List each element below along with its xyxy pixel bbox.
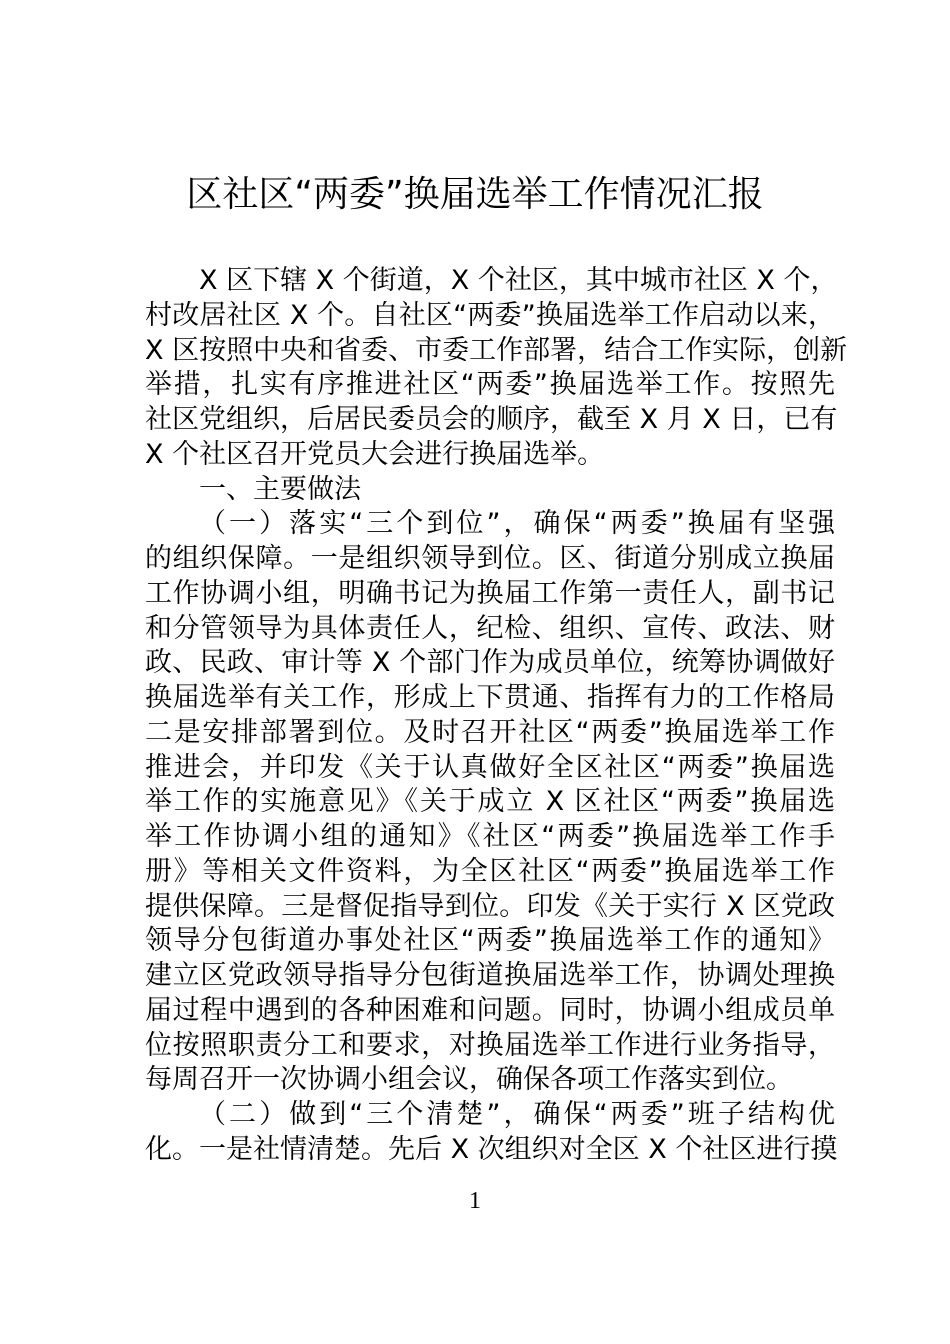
page-number: 1 bbox=[469, 1188, 481, 1214]
text-line: 二是安排部署到位。及时召开社区“两委”换届选举工作 bbox=[145, 716, 835, 748]
document-body bbox=[145, 264, 848, 1168]
text-line: 工作协调小组，明确书记为换届工作第一责任人，副书记 bbox=[145, 577, 835, 609]
text-line: 建立区党政领导指导分包街道换届选举工作，协调处理换 bbox=[145, 960, 835, 991]
text-line: 化。一是社情清楚。先后 X 次组织对全区 X 个社区进行摸 bbox=[145, 1133, 838, 1165]
paragraph bbox=[145, 264, 848, 473]
text-line: 推进会，并印发《关于认真做好全区社区“两委”换届选 bbox=[145, 751, 835, 783]
text-line: X 区按照中央和省委、市委工作部署，结合工作实际，创新 bbox=[145, 334, 848, 366]
text-line: （二）做到“三个清楚”，确保“两委”班子结构优 bbox=[199, 1099, 835, 1130]
text-line: 一、主要做法 bbox=[199, 473, 361, 505]
text-line: 举工作协调小组的通知》《社区“两委”换届选举工作手 bbox=[145, 821, 835, 852]
text-line: X 个社区召开党员大会进行换届选举。 bbox=[145, 438, 605, 470]
document-title: 区社区“两委”换届选举工作情况汇报 bbox=[186, 174, 764, 215]
text-line: 位按照职责分工和要求，对换届选举工作进行业务指导， bbox=[145, 1029, 835, 1061]
text-line: 届过程中遇到的各种困难和问题。同时，协调小组成员单 bbox=[145, 994, 835, 1026]
text-line: 的组织保障。一是组织领导到位。区、街道分别成立换届 bbox=[145, 543, 835, 574]
text-line: 和分管领导为具体责任人，纪检、组织、宣传、政法、财 bbox=[145, 612, 835, 644]
section-heading bbox=[145, 473, 835, 508]
text-line: 每周召开一次协调小组会议，确保各项工作落实到位。 bbox=[145, 1064, 793, 1096]
text-line: 册》等相关文件资料，为全区社区“两委”换届选举工作 bbox=[145, 855, 835, 887]
text-line: 换届选举有关工作，形成上下贯通、指挥有力的工作格局 bbox=[145, 682, 835, 713]
text-line: 举工作的实施意见》《关于成立 X 区社区“两委”换届选 bbox=[145, 786, 835, 818]
text-line: 提供保障。三是督促指导到位。印发《关于实行 X 区党政 bbox=[145, 890, 835, 922]
text-line: 领导分包街道办事处社区“两委”换届选举工作的通知》 bbox=[145, 925, 835, 957]
paragraph bbox=[145, 1098, 838, 1168]
text-line: 社区党组织，后居民委员会的顺序，截至 X 月 X 日，已有 bbox=[145, 404, 838, 435]
text-line: X 区下辖 X 个街道，X 个社区，其中城市社区 X 个， bbox=[199, 265, 838, 296]
paragraph bbox=[145, 507, 835, 1098]
text-line: （一）落实“三个到位”，确保“两委”换届有坚强 bbox=[199, 508, 835, 540]
text-line: 村改居社区 X 个。自社区“两委”换届选举工作启动以来， bbox=[145, 299, 835, 331]
text-line: 举措，扎实有序推进社区“两委”换届选举工作。按照先 bbox=[145, 369, 835, 401]
text-line: 政、民政、审计等 X 个部门作为成员单位，统筹协调做好 bbox=[145, 647, 835, 679]
